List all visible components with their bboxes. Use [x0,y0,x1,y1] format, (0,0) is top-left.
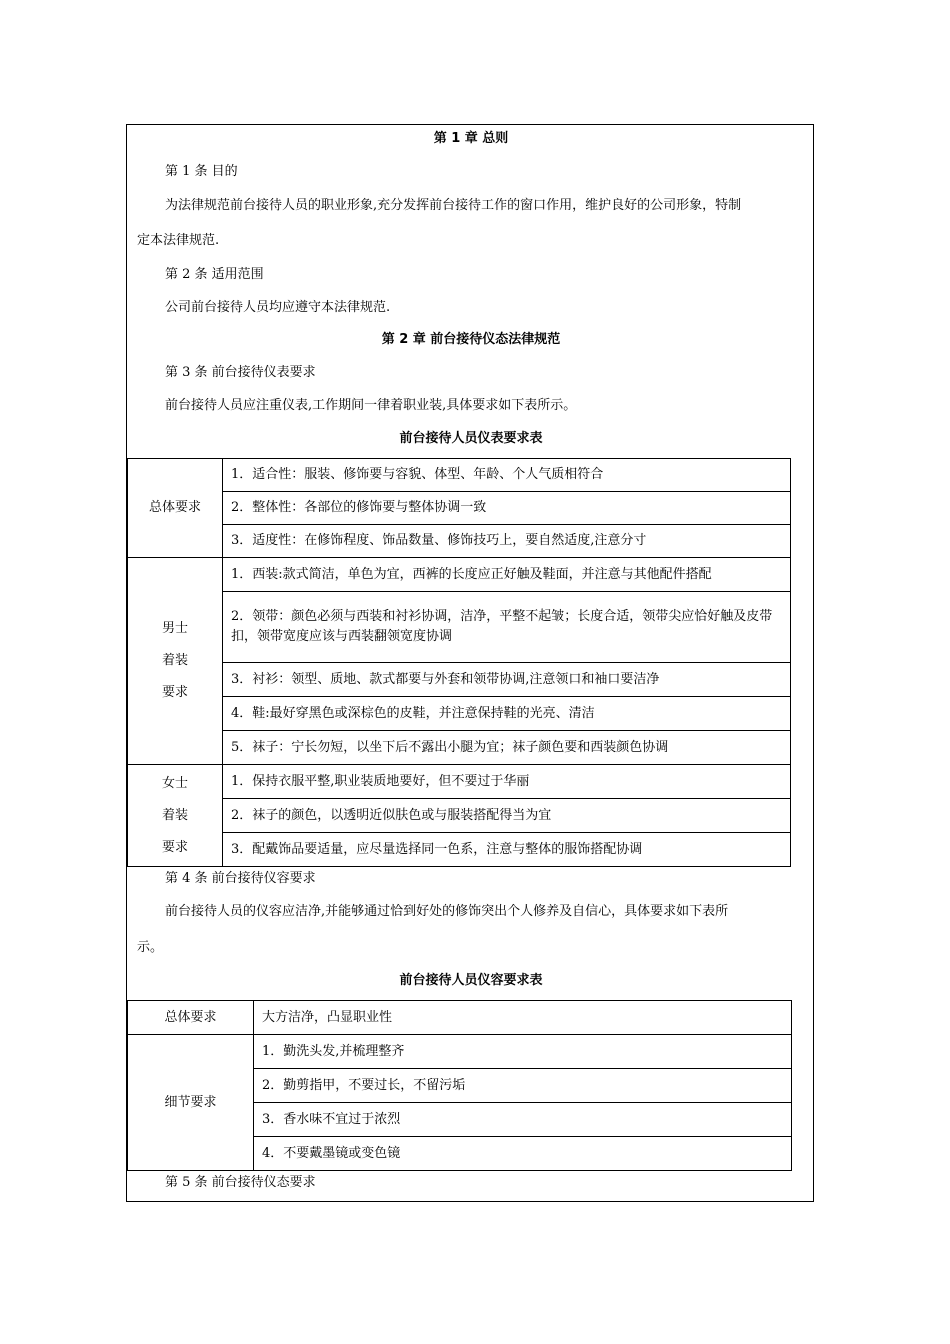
women-item: 1．保持衣服平整,职业装质地要好，但不要过于华丽 [223,765,791,799]
chapter1-title: 第 1 章 总则 [433,131,509,146]
men-item: 4．鞋:最好穿黑色或深棕色的皮鞋，并注意保持鞋的光亮、清洁 [223,697,791,731]
men-item: 2．领带：颜色必须与西装和衬衫协调，洁净，平整不起皱；长度合适，领带尖应恰好触及皮带扣，领带宽度应该与西装翻领宽度协调 [223,592,791,663]
grooming-detail-item: 3．香水味不宜过于浓烈 [254,1103,792,1137]
women-attire-label [128,765,223,867]
grooming-detail-item: 1．勤洗头发,并梳理整齐 [254,1035,792,1069]
document-frame [126,124,814,1202]
women-label-line: 女士 [161,775,188,791]
women-item: 3．配戴饰品要适量，应尽量选择同一色系，注意与整体的服饰搭配协调 [223,833,791,867]
men-label-line: 男士 [161,621,188,636]
table2-title: 前台接待人员仪容要求表 [399,973,543,988]
men-item: 3．衬衫：领型、质地、款式都要与外套和领带协调,注意领口和袖口要洁净 [223,663,791,697]
article1-title: 第 1 条 目的 [165,164,238,179]
article4-text: 前台接待人员的仪容应洁净,并能够通过恰到好处的修饰突出个人修养及自信心，具体要求如下表所 [165,904,729,919]
general-item: 2．整体性：各部位的修饰要与整体协调一致 [223,492,791,525]
grooming-table [127,1000,792,1171]
men-label-line: 着装 [161,653,188,668]
chapter2-title: 第 2 章 前台接待仪态法律规范 [381,332,561,347]
table1-title: 前台接待人员仪表要求表 [399,431,543,446]
men-item: 5．袜子：宁长勿短，以坐下后不露出小腿为宜；袜子颜色要和西装颜色协调 [223,731,791,765]
women-item: 2．袜子的颜色，以透明近似肤色或与服装搭配得当为宜 [223,799,791,833]
appearance-table [127,458,791,867]
general-requirement-label: 总体要求 [128,459,223,558]
grooming-general-value: 大方洁净，凸显职业性 [254,1001,792,1035]
article1-text-cont: 定本法律规范. [137,233,220,248]
grooming-detail-item: 2．勤剪指甲，不要过长，不留污垢 [254,1069,792,1103]
article4-text-cont: 示。 [137,940,164,955]
grooming-general-label: 总体要求 [128,1001,254,1035]
general-item: 1．适合性：服装、修饰要与容貌、体型、年龄、个人气质相符合 [223,459,791,492]
women-label-line: 要求 [161,839,188,855]
women-label-line: 着装 [161,807,188,823]
grooming-detail-label: 细节要求 [128,1035,254,1171]
article3-text: 前台接待人员应注重仪表,工作期间一律着职业装,具体要求如下表所示。 [165,398,577,413]
general-item: 3．适度性：在修饰程度、饰品数量、修饰技巧上，要自然适度,注意分寸 [223,525,791,558]
article4-title: 第 4 条 前台接待仪容要求 [165,871,316,886]
men-item: 1．西装:款式简洁，单色为宜，西裤的长度应正好触及鞋面，并注意与其他配件搭配 [223,558,791,592]
article2-title: 第 2 条 适用范围 [165,267,264,282]
men-attire-label [128,558,223,765]
article3-title: 第 3 条 前台接待仪表要求 [165,365,316,380]
article1-text: 为法律规范前台接待人员的职业形象,充分发挥前台接待工作的窗口作用，维护良好的公司形象，特制 [165,198,742,213]
article5-title: 第 5 条 前台接待仪态要求 [165,1175,316,1190]
article2-text: 公司前台接待人员均应遵守本法律规范. [165,300,391,315]
grooming-detail-item: 4．不要戴墨镜或变色镜 [254,1137,792,1171]
men-label-line: 要求 [161,685,188,700]
